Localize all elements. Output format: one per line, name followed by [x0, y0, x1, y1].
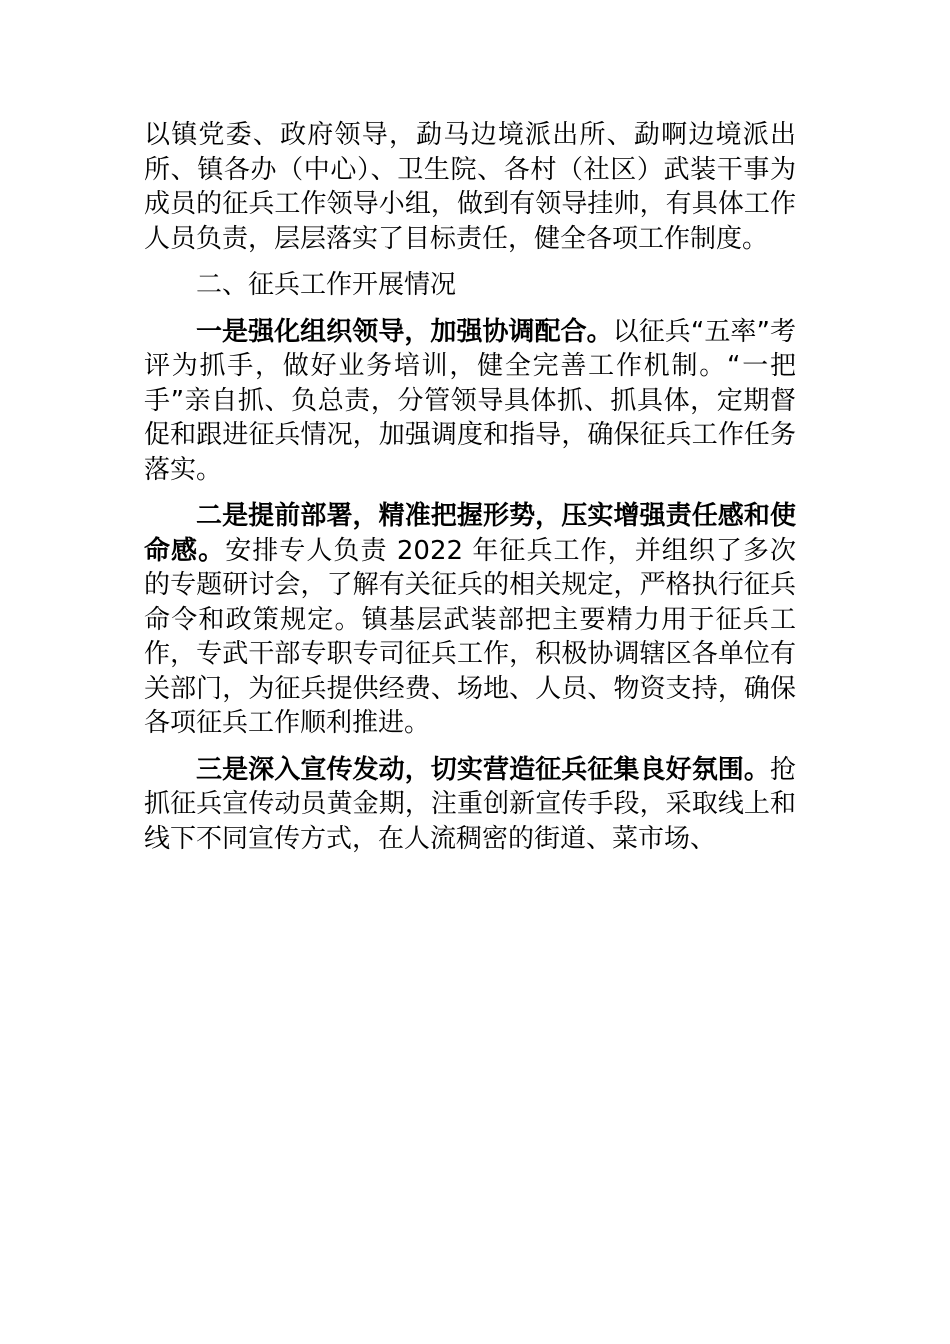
point-2-lead: 二是提前部署，精准把握形势，压实增强责任感和使命感。 [144, 501, 796, 566]
point-1-text: 以征兵“五率”考评为抓手，做好业务培训，健全完善工作机制。“一把手”亲自抓、负总责，分管领导具体抓、抓具体，定期督促和跟进征兵情况，加强调度和指导，确保征兵工作任务落实。 [144, 316, 796, 485]
paragraph-point-2 [144, 499, 796, 741]
paragraph-intro [144, 118, 796, 256]
paragraph-point-3 [144, 753, 796, 857]
paragraph-intro-text: 以镇党委、政府领导，勐马边境派出所、勐啊边境派出所、镇各办（中心）、卫生院、各村（社区）武装干事为成员的征兵工作领导小组，做到有领导挂帅，有具体工作人员负责，层层落实了目标责任，健全各项工作制度。 [144, 120, 796, 254]
document-body [144, 118, 796, 868]
point-2-text: 安排专人负责 2022 年征兵工作，并组织了多次的专题研讨会，了解有关征兵的相关规定，严格执行征兵命令和政策规定。镇基层武装部把主要精力用于征兵工作，专武干部专职专司征兵工作，积极协调辖区各单位有关部门，为征兵提供经费、场地、人员、物资支持，确保各项征兵工作顺利推进。 [144, 535, 796, 738]
section-heading-text: 二、征兵工作开展情况 [196, 270, 457, 300]
point-1-lead: 一是强化组织领导，加强协调配合。 [196, 316, 613, 347]
section-heading [144, 268, 796, 303]
point-3-lead: 三是深入宣传发动，切实营造征兵征集良好氛围。 [196, 754, 770, 785]
point-3-text: 抢抓征兵宣传动员黄金期，注重创新宣传手段，采取线上和线下不同宣传方式，在人流稠密的街道、菜市场、 [144, 754, 796, 854]
paragraph-point-1 [144, 315, 796, 488]
